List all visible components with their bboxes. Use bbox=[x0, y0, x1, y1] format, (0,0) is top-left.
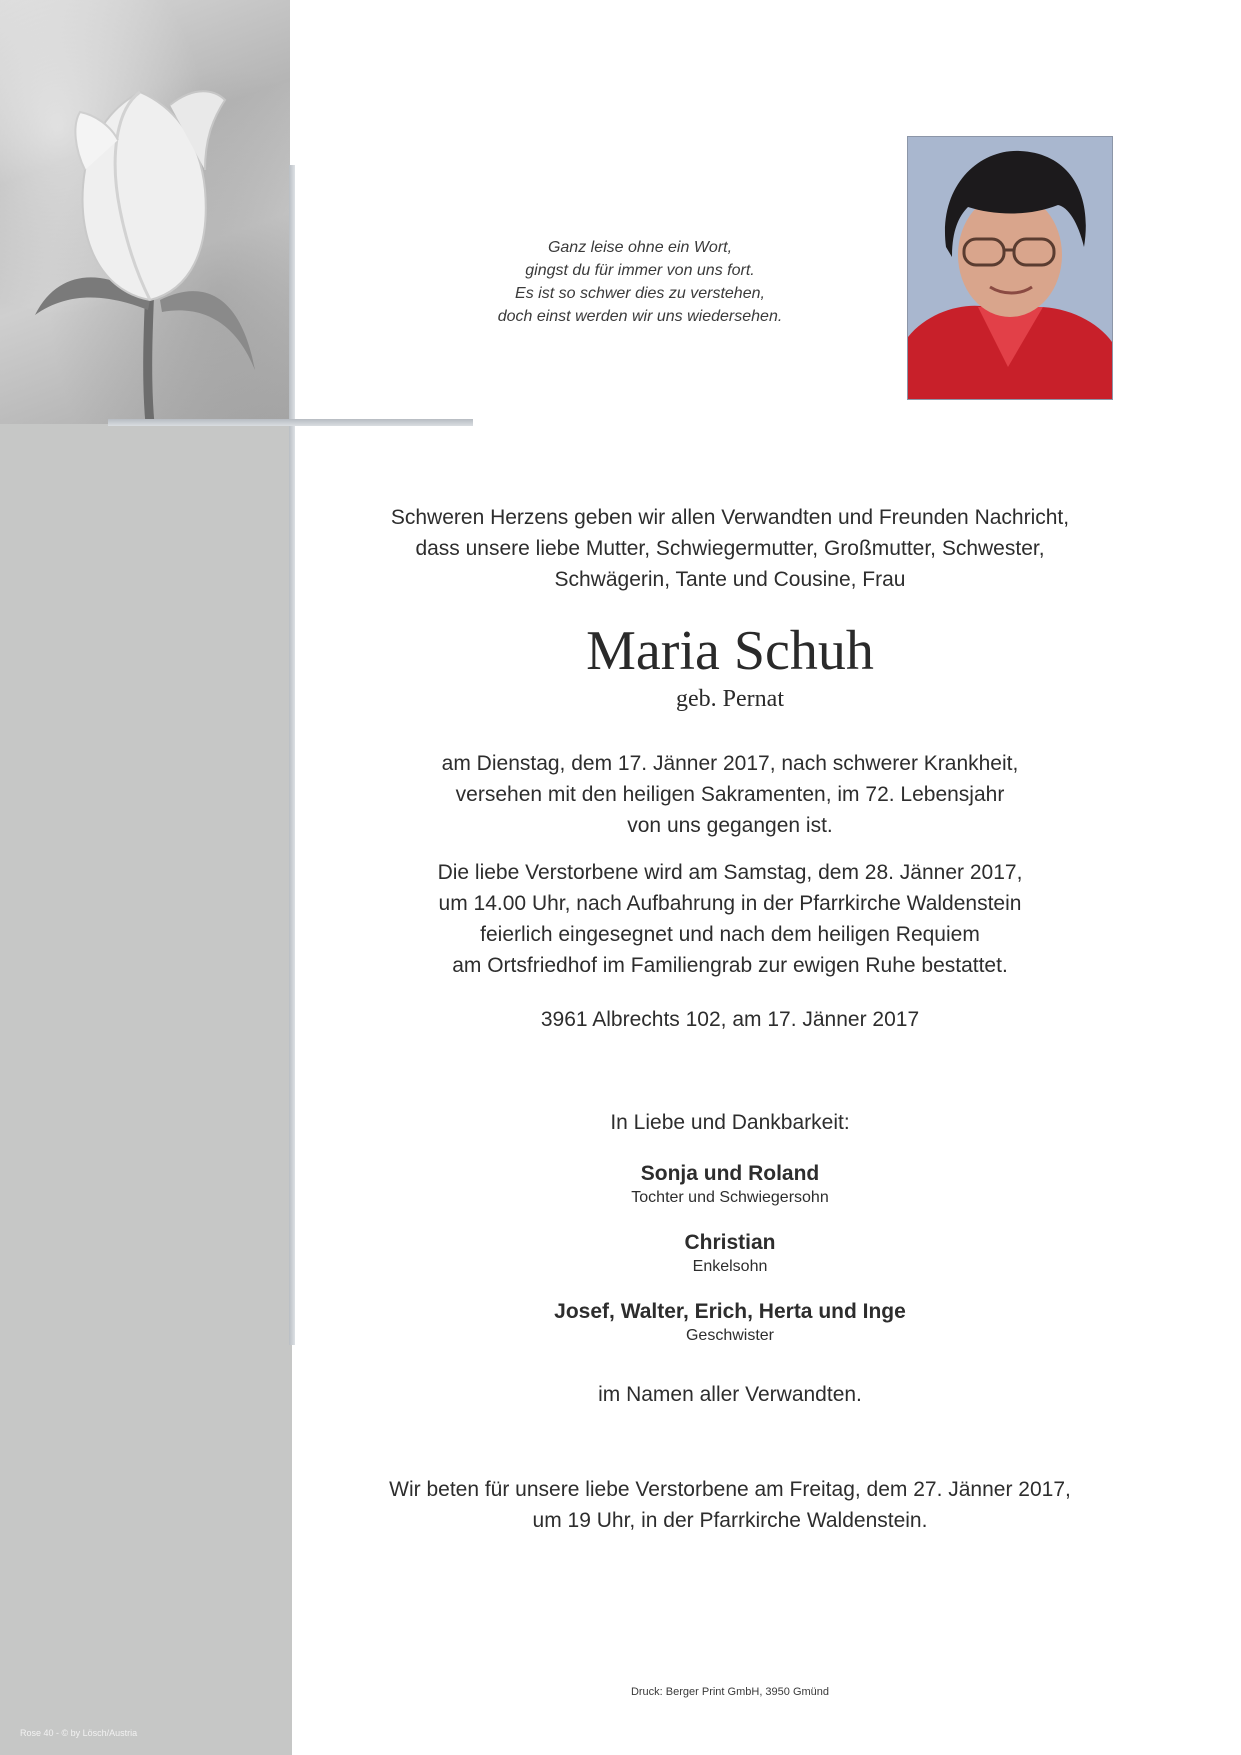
gratitude bbox=[330, 1107, 1130, 1138]
intro-line: dass unsere liebe Mutter, Schwiegermutter, Großmutter, Schwester, bbox=[415, 537, 1045, 560]
funeral-text bbox=[330, 857, 1130, 981]
white-rose-image bbox=[0, 0, 290, 424]
left-grey-band bbox=[0, 424, 292, 1755]
portrait-photo bbox=[907, 136, 1113, 400]
maiden-name: geb. Pernat bbox=[676, 686, 784, 712]
mourner-entry bbox=[330, 1299, 1130, 1347]
relatives-note bbox=[330, 1379, 1130, 1410]
funeral-line: Die liebe Verstorbene wird am Samstag, dem 28. Jänner 2017, bbox=[437, 861, 1023, 884]
mourner-name: Sonja und Roland bbox=[640, 1162, 820, 1185]
death-notice-line: von uns gegangen ist. bbox=[627, 814, 833, 837]
image-credit: Rose 40 - © by Lösch/Austria bbox=[20, 1728, 138, 1738]
mourner-relation: Geschwister bbox=[685, 1327, 775, 1344]
death-notice-line: am Dienstag, dem 17. Jänner 2017, nach schwerer Krankheit, bbox=[441, 752, 1019, 775]
poem bbox=[440, 236, 840, 328]
intro-line: Schweren Herzens geben wir allen Verwandten und Freunden Nachricht, bbox=[390, 506, 1070, 529]
mourner-relation: Tochter und Schwiegersohn bbox=[631, 1189, 829, 1206]
mourner-entry bbox=[330, 1230, 1130, 1278]
intro-text bbox=[330, 502, 1130, 595]
poem-line: Ganz leise ohne ein Wort, bbox=[547, 239, 733, 256]
relatives-line: im Namen aller Verwandten. bbox=[598, 1383, 862, 1406]
prayer-line: Wir beten für unsere liebe Verstorbene am Freitag, dem 27. Jänner 2017, bbox=[389, 1478, 1071, 1501]
death-notice bbox=[330, 748, 1130, 841]
printer-credit: Druck: Berger Print GmbH, 3950 Gmünd bbox=[630, 1686, 830, 1698]
prayer-line: um 19 Uhr, in der Pfarrkirche Waldenstein. bbox=[532, 1509, 928, 1532]
place-date bbox=[330, 1004, 1130, 1035]
deceased-name: Maria Schuh bbox=[586, 620, 874, 682]
intro-line: Schwägerin, Tante und Cousine, Frau bbox=[554, 568, 906, 591]
poem-line: gingst du für immer von uns fort. bbox=[525, 262, 755, 279]
funeral-line: am Ortsfriedhof im Familiengrab zur ewigen Ruhe bestattet. bbox=[452, 954, 1008, 977]
horizontal-divider bbox=[108, 419, 473, 426]
death-notice-line: versehen mit den heiligen Sakramenten, im 72. Lebensjahr bbox=[455, 783, 1005, 806]
place-date-line: 3961 Albrechts 102, am 17. Jänner 2017 bbox=[540, 1008, 920, 1031]
prayer-notice bbox=[330, 1474, 1130, 1536]
funeral-line: um 14.00 Uhr, nach Aufbahrung in der Pfarrkirche Waldenstein bbox=[438, 892, 1022, 915]
mourner-entry bbox=[330, 1161, 1130, 1209]
poem-line: doch einst werden wir uns wiedersehen. bbox=[497, 308, 783, 325]
funeral-line: feierlich eingesegnet und nach dem heiligen Requiem bbox=[480, 923, 980, 946]
mourner-relation: Enkelsohn bbox=[692, 1258, 768, 1275]
mourner-name: Christian bbox=[684, 1231, 776, 1254]
gratitude-line: In Liebe und Dankbarkeit: bbox=[610, 1111, 850, 1134]
poem-line: Es ist so schwer dies zu verstehen, bbox=[515, 285, 765, 302]
mourner-name: Josef, Walter, Erich, Herta und Inge bbox=[554, 1300, 906, 1323]
vertical-divider bbox=[289, 165, 295, 1345]
